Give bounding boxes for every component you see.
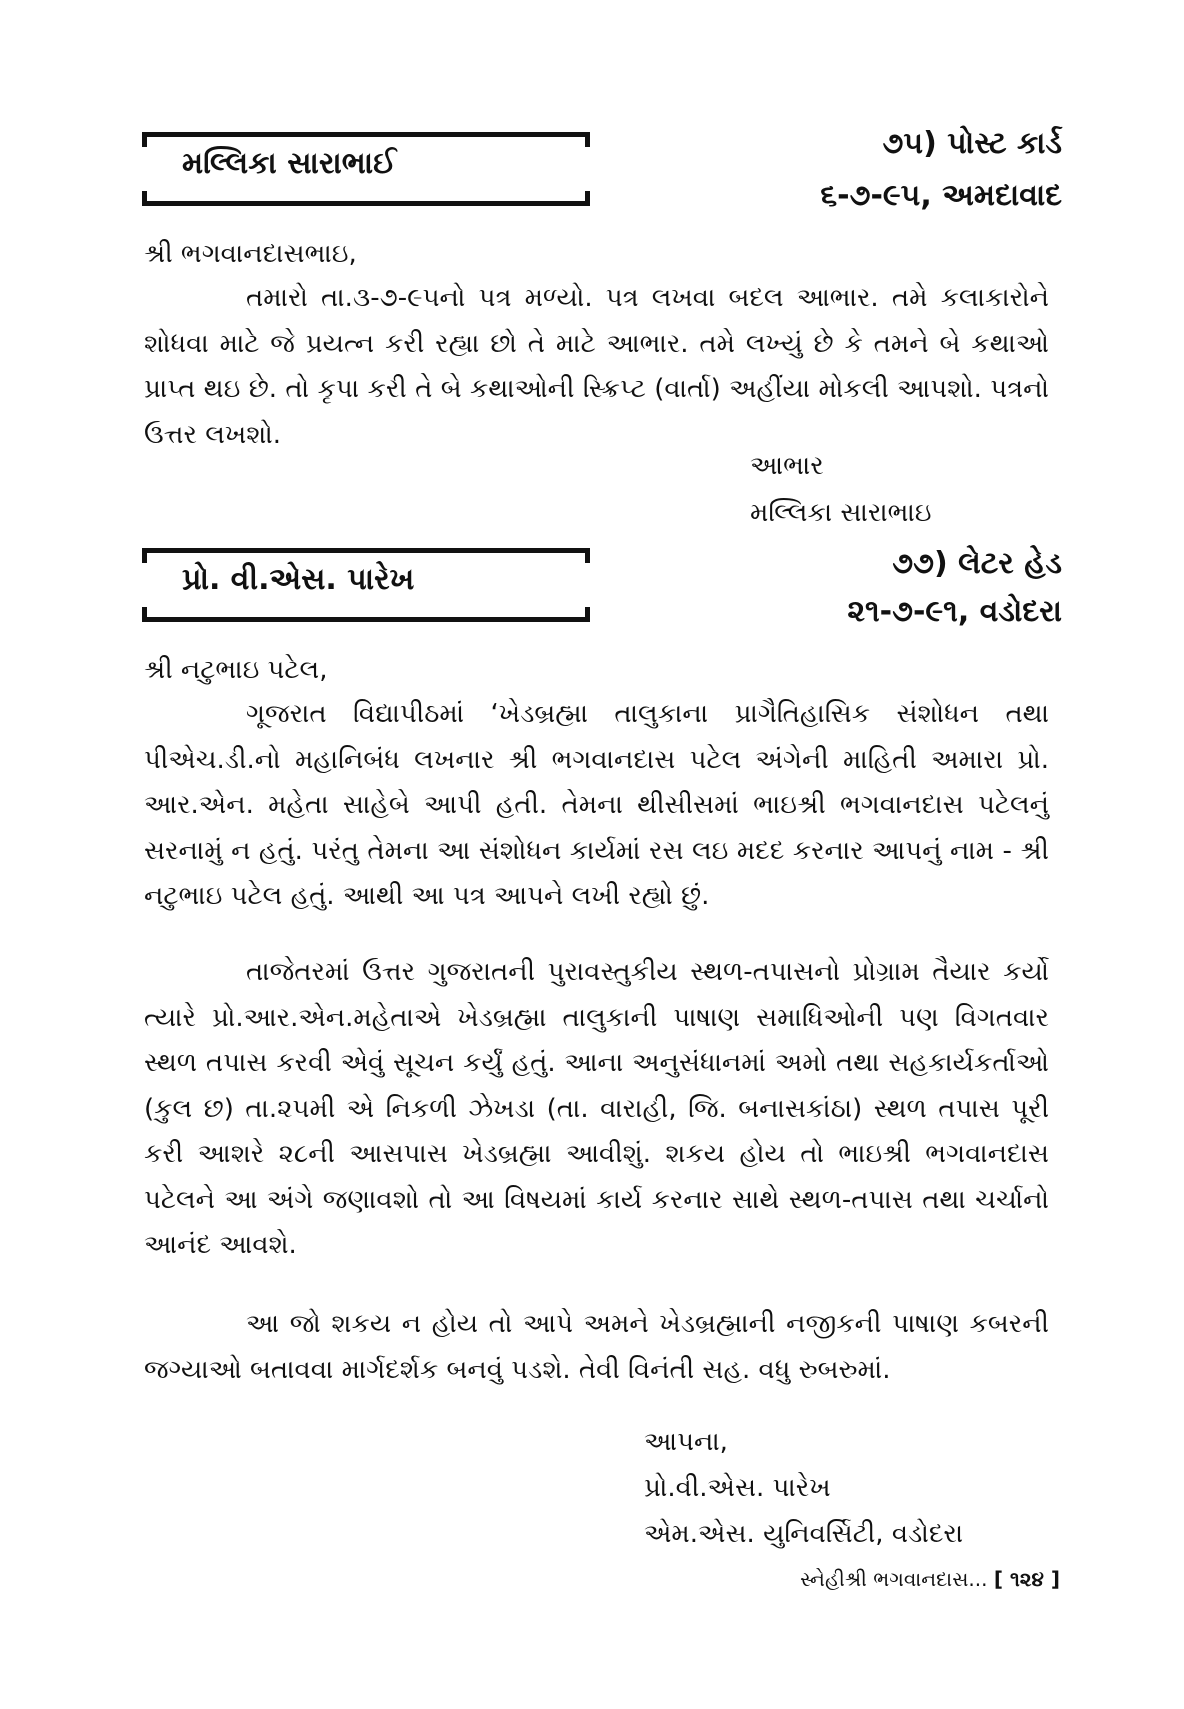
letter-2-paragraph-3: આ જો શકય ન હોય તો આપે અમને ખેડબ્રહ્માની નજીકની પાષાણ કબરની જગ્યાઓ બતાવવા માર્ગદર્શક બનવું પડશે. તેવી વિનંતી સહ. વધુ રુબરુમાં. [144, 1309, 1049, 1385]
letter-2-affiliation: એમ.એસ. યુનિવર્સિટી, વડોદરા [644, 1519, 964, 1549]
letter-1-closing-thanks: આભાર [750, 451, 824, 481]
page-footer [800, 1567, 1060, 1591]
letter-1-signature: મલ્લિકા સારાભાઇ [750, 498, 932, 528]
letter-2-paragraph-2: તાજેતરમાં ઉત્તર ગુજરાતની પુરાવસ્તુકીય સ્થળ-તપાસનો પ્રોગ્રામ તૈયાર કર્યો ત્યારે પ્રો.આર.એન.મહેતાએ ખેડબ્રહ્મા તાલુકાની પાષાણ સમાધિઓની પણ વિગતવાર સ્થળ તપાસ કરવી એવું સૂચન કર્યું હતું. આના અનુસંધાનમાં અમો તથા સહકાર્યકર્તાઓ (કુલ છ) તા.૨૫મી એ નિકળી ઝેખડા (તા. વારાહી, જિ. બનાસકાંઠા) સ્થળ તપાસ પૂરી કરી આશરે ૨૮ની આસપાસ ખેડબ્રહ્મા આવીશું. શકય હોય તો ભાઇશ્રી ભગવાનદાસ પટેલને આ અંગે જણાવશો તો આ વિષયમાં કાર્ય કરનાર સાથે સ્થળ-તપાસ તથા ચર્ચાનો આનંદ આવશે. [144, 957, 1049, 1260]
letter-2-closing: આપના, [644, 1427, 728, 1457]
letter-1-number-type: ૭૫) પોસ્ટ કાર્ડ [882, 126, 1062, 161]
letter-2-paragraph-1: ગૂજરાત વિદ્યાપીઠમાં ‘ખેડબ્રહ્મા તાલુકાના પ્રાગૈતિહાસિક સંશોધન તથા પીએચ.ડી.નો મહાનિબંધ લખનાર શ્રી ભગવાનદાસ પટેલ અંગેની માહિતી અમારા પ્રો. આર.એન. મહેતા સાહેબે આપી હતી. તેમના થીસીસમાં ભાઇશ્રી ભગવાનદાસ પટેલનું સરનામું ન હતું. પરંતુ તેમના આ સંશોધન કાર્યમાં રસ લઇ મદદ કરનાર આપનું નામ - શ્રી નટુભાઇ પટેલ હતું. આથી આ પત્ર આપને લખી રહ્યો છું. [144, 699, 1049, 911]
letter-2-number-type: ૭૭) લેટર હેડ [892, 546, 1062, 581]
sender-name-2: પ્રો. વી.એસ. પારેખ [182, 562, 415, 597]
page-number: [ ૧૨૪ ] [993, 1567, 1060, 1591]
letter-2-salutation: શ્રી નટુભાઇ પટેલ, [144, 655, 328, 685]
letter-1-paragraph-1: તમારો તા.૩-૭-૯૫નો પત્ર મળ્યો. પત્ર લખવા બદલ આભાર. તમે કલાકારોને શોધવા માટે જે પ્રયત્ન કરી રહ્યા છો તે માટે આભાર. તમે લખ્યું છે કે તમને બે કથાઓ પ્રાપ્ત થઇ છે. તો કૃપા કરી તે બે કથાઓની સ્ક્રિપ્ટ (વાર્તા) અહીંયા મોકલી આપશો. પત્રનો ઉત્તર લખશો. [144, 283, 1049, 450]
sender-name-box-2 [142, 548, 590, 622]
sender-name-1: મલ્લિકા સારાભાઈ [182, 146, 397, 181]
sender-name-box-1 [142, 132, 590, 206]
letter-1-salutation: શ્રી ભગવાનદાસભાઇ, [144, 239, 357, 269]
letter-1-date-place: ૬-૭-૯૫, અમદાવાદ [820, 178, 1062, 213]
letter-2-date-place: ૨૧-૭-૯૧, વડોદરા [847, 594, 1062, 629]
running-title: સ્નેહીશ્રી ભગવાનદાસ... [800, 1567, 988, 1591]
letter-2-signature: પ્રો.વી.એસ. પારેખ [644, 1473, 831, 1503]
